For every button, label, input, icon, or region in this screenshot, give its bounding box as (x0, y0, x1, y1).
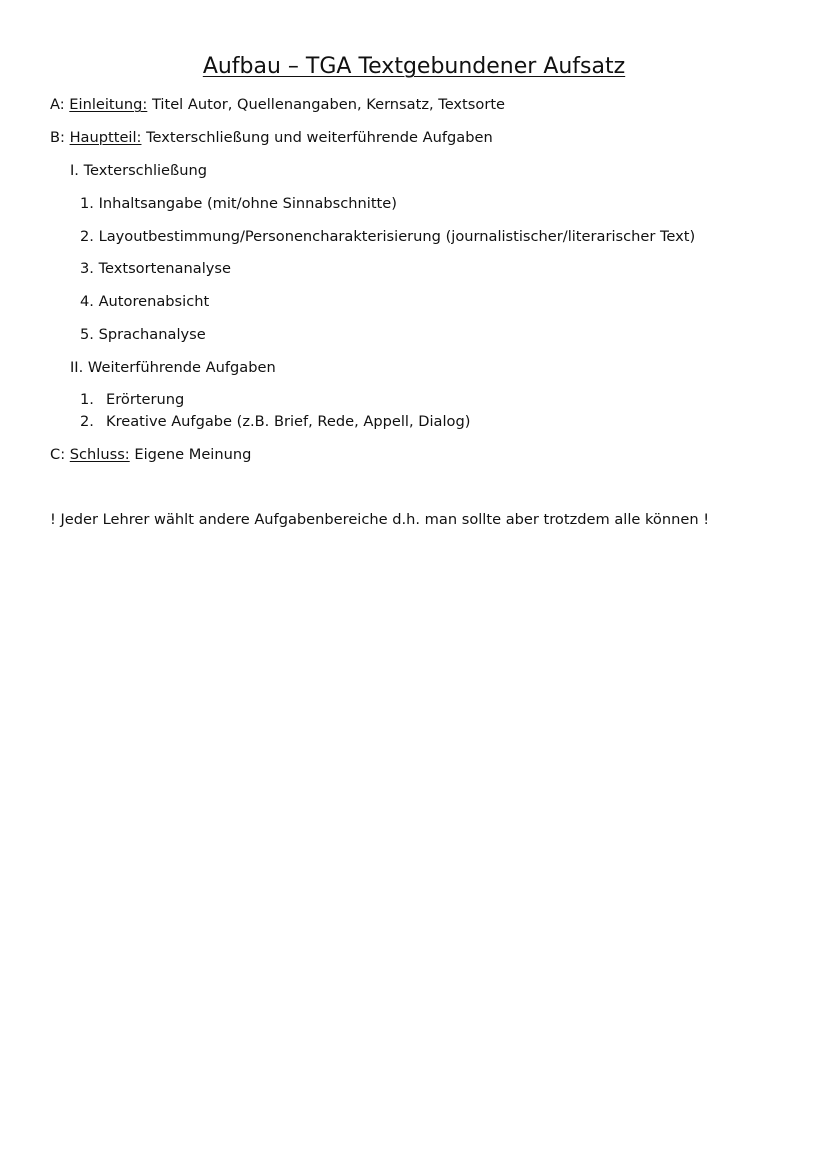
section-c-text: Eigene Meinung (129, 446, 252, 463)
section-c-heading: Schluss: (69, 446, 130, 463)
section-b-text: Texterschließung und weiterführende Aufgaben (141, 129, 493, 146)
list-item-number: 2. (80, 413, 94, 430)
section-a-line (50, 95, 505, 115)
section-c-prefix: C: (50, 446, 70, 463)
list-item: 2. Layoutbestimmung/Personencharakterisierung (journalistischer/literarischer Text) (80, 228, 696, 245)
section-a-prefix: A: (50, 96, 70, 113)
footnote: ! Jeder Lehrer wählt andere Aufgabenbereiche d.h. man sollte aber trotzdem alle können ! (50, 511, 710, 528)
section-c-line (50, 445, 251, 465)
list-item: 3. Textsortenanalyse (80, 260, 231, 277)
section-b-line (50, 128, 493, 148)
list-item-number: 1. (80, 391, 94, 408)
section-a-text: Titel Autor, Quellenangaben, Kernsatz, Textsorte (147, 96, 506, 113)
page-title: Aufbau – TGA Textgebundener Aufsatz (202, 54, 626, 79)
list-item: 4. Autorenabsicht (80, 293, 210, 310)
list-item: 5. Sprachanalyse (80, 326, 206, 343)
list-item-text: Erörterung (106, 391, 185, 408)
section-b-prefix: B: (50, 129, 70, 146)
section-b-heading: Hauptteil: (69, 129, 142, 146)
list-item (80, 390, 184, 410)
part-1-label: I. Texterschließung (70, 162, 207, 179)
part-2-label: II. Weiterführende Aufgaben (70, 359, 276, 376)
list-item (80, 412, 470, 432)
list-item-text: Kreative Aufgabe (z.B. Brief, Rede, Appell, Dialog) (106, 413, 471, 430)
list-item: 1. Inhaltsangabe (mit/ohne Sinnabschnitte) (80, 195, 397, 212)
section-a-heading: Einleitung: (69, 96, 148, 113)
